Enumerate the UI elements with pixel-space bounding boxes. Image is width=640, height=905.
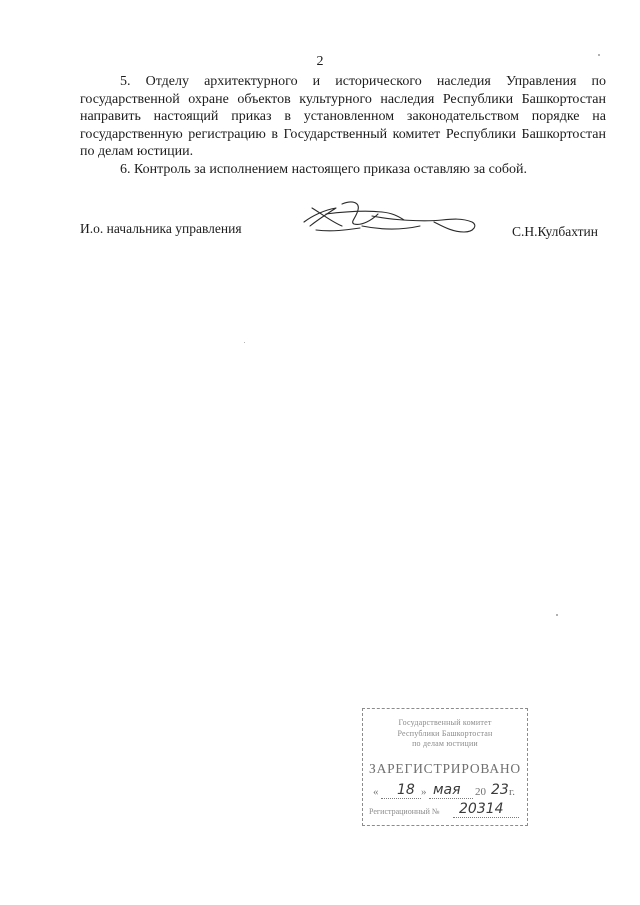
stamp-title: ЗАРЕГИСТРИРОВАНО bbox=[369, 761, 521, 776]
stamp-date-close-quote: » bbox=[421, 786, 427, 798]
stamp-date-year-suffix: г. bbox=[509, 786, 516, 798]
stamp-date-year-prefix: 20 bbox=[475, 786, 486, 798]
stamp-org-line: Республики Башкортостан bbox=[397, 728, 493, 738]
stamp-org-line: по делам юстиции bbox=[412, 739, 478, 748]
order-body bbox=[80, 73, 606, 179]
registration-stamp bbox=[362, 708, 528, 826]
stamp-date-month: мая bbox=[433, 782, 461, 798]
paragraph-line: 5. Отделу архитектурного и исторического наследия Управления bbox=[120, 74, 592, 89]
paragraph-item-6: 6. Контроль за исполнением настоящего приказа оставляю за собой. bbox=[120, 161, 528, 177]
scan-speck bbox=[556, 614, 558, 616]
stamp-reg-line bbox=[453, 817, 519, 818]
stamp-reg-label: Регистрационный № bbox=[369, 807, 440, 816]
stamp-date-day: 18 bbox=[397, 782, 415, 798]
scan-speck bbox=[598, 54, 600, 56]
stamp-date-day-line bbox=[381, 798, 421, 799]
stamp-org-line: Государственный комитет bbox=[398, 718, 492, 727]
handwritten-signature bbox=[302, 196, 482, 240]
signatory-name: С.Н.Кулбахтин bbox=[512, 224, 599, 239]
signatory-position: И.о. начальника управления bbox=[80, 221, 242, 236]
stamp-date-month-line bbox=[429, 798, 473, 799]
paragraph-line: Башкортостан направить настоящий приказ в установленном законодательством bbox=[80, 91, 606, 125]
paragraph-line: по государственной охране объектов культурного наследия Республики bbox=[80, 74, 606, 107]
stamp-date-open-quote: « bbox=[373, 786, 379, 798]
paragraph-line: порядке на государственную регистрацию в Государственный комитет bbox=[80, 109, 606, 142]
stamp-organization bbox=[363, 718, 527, 750]
scan-speck bbox=[244, 342, 245, 343]
stamp-reg-number: 20314 bbox=[459, 801, 504, 817]
paragraph-line: Республики Башкортостан по делам юстиции. bbox=[80, 126, 606, 160]
paragraph-item-5 bbox=[80, 73, 606, 161]
stamp-date-year: 23 bbox=[491, 782, 509, 798]
page-number: 2 bbox=[316, 54, 324, 69]
